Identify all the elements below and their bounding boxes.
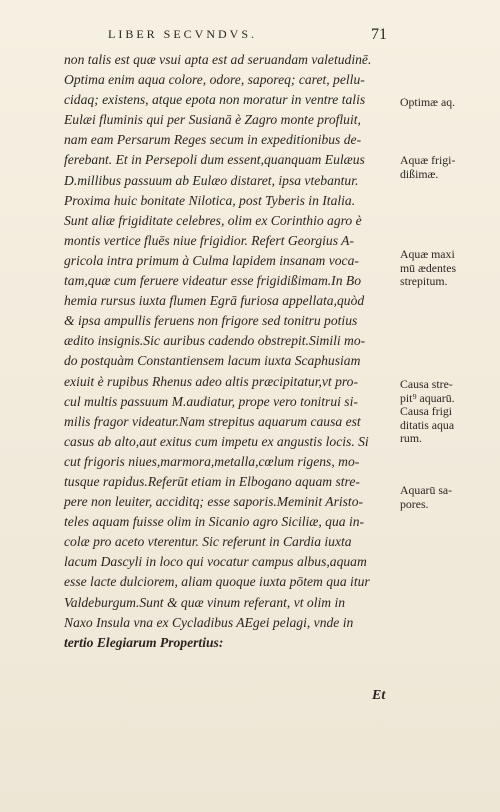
catchword: Et xyxy=(372,688,386,703)
text-line: tusque rapidus.Referūt etiam in Elbogano aquam stre- xyxy=(64,473,360,489)
margin-note xyxy=(400,96,496,110)
text-line: do postquàm Constantiensem lacum iuxta Scaphusiam xyxy=(64,353,361,369)
text-line: ferebant. Et in Persepoli dum essent,quanquam Eulæus xyxy=(64,152,365,168)
margin-note xyxy=(400,154,496,181)
margin-note-line: pores. xyxy=(400,496,429,511)
text-line: teles aquam fuisse olim in Sicanio agro Siciliæ, qua in- xyxy=(64,514,365,530)
text-line: nam eam Persarum Reges secum in expeditionibus de- xyxy=(64,132,362,148)
text-line: cidaq; existens, atque epota non moratur in ventre talis xyxy=(64,92,366,108)
margin-note-line: strepitum. xyxy=(400,274,448,288)
text-line: cul multis passuum M.audiatur, prope vero tonitrui si- xyxy=(64,393,358,409)
text-line: ædito insignis.Sic auribus cadendo obstrepit.Simili mo- xyxy=(64,333,366,349)
margin-note-line: Aquæ frigi- xyxy=(400,153,456,167)
main-text-block xyxy=(64,50,404,653)
text-line: montis vertice fluēs niue frigidior. Refert Georgius A- xyxy=(64,232,354,248)
text-line: cut frigoris niues,marmora,metalla,cœlum rigens, mo- xyxy=(64,453,360,469)
margin-note-line: pit⁹ aquarū. xyxy=(400,390,455,405)
margin-note-line: dißimæ. xyxy=(400,166,439,181)
text-line: tertio Elegiarum Propertius: xyxy=(64,634,224,650)
text-line: Eulæi fluminis qui per Susianā è Zagro monte profluit, xyxy=(64,112,361,128)
text-line: esse lacte dulciorem, aliam quoque iuxta pōtem qua itur xyxy=(64,574,370,590)
text-line: Proxima huic bonitate Nilotica, post Tyberis in Italia. xyxy=(64,192,356,208)
margin-note-line: mū ædentes xyxy=(400,260,457,275)
text-line: D.millibus passuum ab Eulæo distaret, ipsa vtebantur. xyxy=(64,172,359,188)
text-line: Valdeburgum.Sunt & quæ vinum referant, vt olim in xyxy=(64,594,346,610)
margin-note-line: ditatis aqua xyxy=(400,417,455,432)
text-line: exiuit è rupibus Rhenus adeo altis præcipitatur,vt pro- xyxy=(64,373,359,389)
text-line: colæ pro aceto vterentur. Sic referunt in Cardia iuxta xyxy=(64,534,352,550)
margin-note xyxy=(400,378,496,446)
margin-note-line: Causa frigi xyxy=(400,404,453,418)
text-line: milis fragor videatur.Nam strepitus aquarum causa est xyxy=(64,413,361,429)
margin-note-line: Aquæ maxi xyxy=(400,247,455,261)
text-line: & ipsa ampullis feruens non frigore sed tonitru potius xyxy=(64,313,358,329)
text-line: tam,quæ cum feruere videatur esse frigidißimam.In Bo xyxy=(64,273,362,289)
text-line: casus ab alto,aut exitus cum impetu ex angustis locis. Si xyxy=(64,433,369,449)
text-line: lacum Dascyli in loco qui vocatur campus albus,aquam xyxy=(64,554,367,570)
text-line: Sunt aliæ frigiditate celebres, olim ex Corinthio agro è xyxy=(64,212,362,228)
margin-note xyxy=(400,484,496,511)
margin-note xyxy=(400,248,496,289)
text-line: gricola intra primum à Culma lapidem insanam voca- xyxy=(64,252,359,268)
margin-note-line: Aquarū sa- xyxy=(400,483,453,497)
running-header: LIBER SECVNDVS. xyxy=(108,27,258,41)
text-line: Optima enim aqua colore, odore, saporeq; caret, pellu- xyxy=(64,72,365,88)
page-number: 71 xyxy=(371,26,387,43)
margin-note-line: Causa stre- xyxy=(400,377,453,391)
text-line: non talis est quæ vsui apta est ad seruandam valetudinē. xyxy=(64,52,372,67)
text-line: pere non leuiter, acciditq; esse saporis.Meminit Aristo- xyxy=(64,494,364,510)
margin-note-line: rum. xyxy=(400,431,422,445)
margin-note-line: Optimæ aq. xyxy=(400,95,456,109)
text-line: hemia rursus iuxta flumen Egrā furiosa appellata,quòd xyxy=(64,293,365,309)
text-line: Naxo Insula vna ex Cycladibus AEgei pelagi, vnde in xyxy=(64,614,354,630)
